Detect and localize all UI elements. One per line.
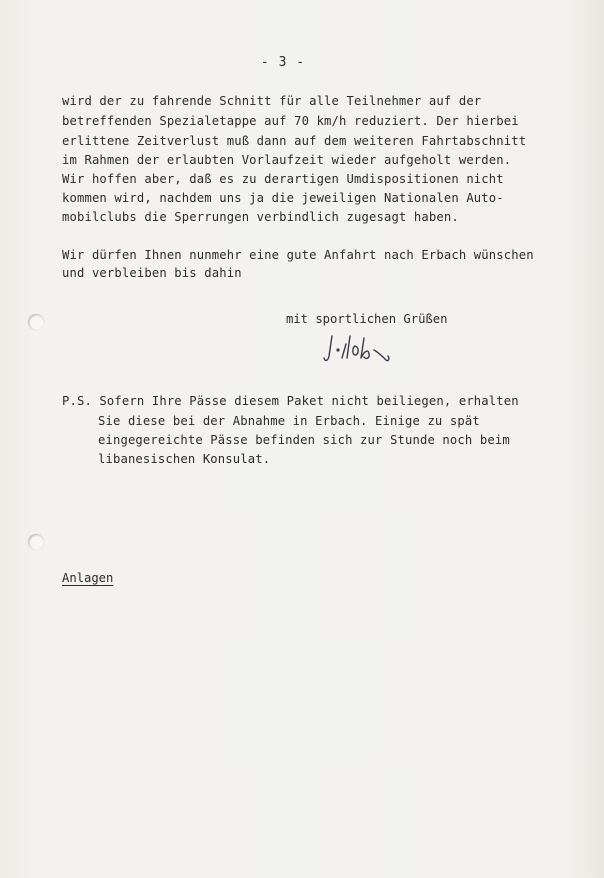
text-line: betreffenden Spezialetappe auf 70 km/h reduziert. Der hierbei (62, 114, 519, 128)
text-line: kommen wird, nachdem uns ja die jeweiligen Nationalen Auto- (62, 191, 504, 205)
text-line: P.S. Sofern Ihre Pässe diesem Paket nicht beiliegen, erhalten (62, 394, 519, 408)
text-line: Wir hoffen aber, daß es zu derartigen Umdispositionen nicht (62, 172, 504, 186)
attachments-label: Anlagen (62, 571, 114, 585)
page-number: - 3 - (260, 55, 306, 70)
text-line: libanesischen Konsulat. (98, 452, 271, 466)
punch-hole-top (28, 314, 44, 330)
text-line: Sie diese bei der Abnahme in Erbach. Einige zu spät (98, 414, 480, 428)
handwritten-signature (322, 330, 396, 366)
text-line: mobilclubs die Sperrungen verbindlich zugesagt haben. (62, 210, 459, 224)
punch-hole-bottom (28, 534, 44, 550)
text-line: wird der zu fahrende Schnitt für alle Teilnehmer auf der (62, 94, 482, 108)
text-line: erlittene Zeitverlust muß dann auf dem weiteren Fahrtabschnitt (62, 134, 527, 148)
text-line: eingegereichte Pässe befinden sich zur Stunde noch beim (98, 433, 510, 447)
closing-salutation: mit sportlichen Grüßen (286, 312, 448, 326)
text-line: Wir dürfen Ihnen nunmehr eine gute Anfahrt nach Erbach wünschen (62, 248, 534, 262)
text-line: im Rahmen der erlaubten Vorlaufzeit wieder aufgeholt werden. (62, 153, 512, 167)
text-line: und verbleiben bis dahin (62, 266, 242, 280)
